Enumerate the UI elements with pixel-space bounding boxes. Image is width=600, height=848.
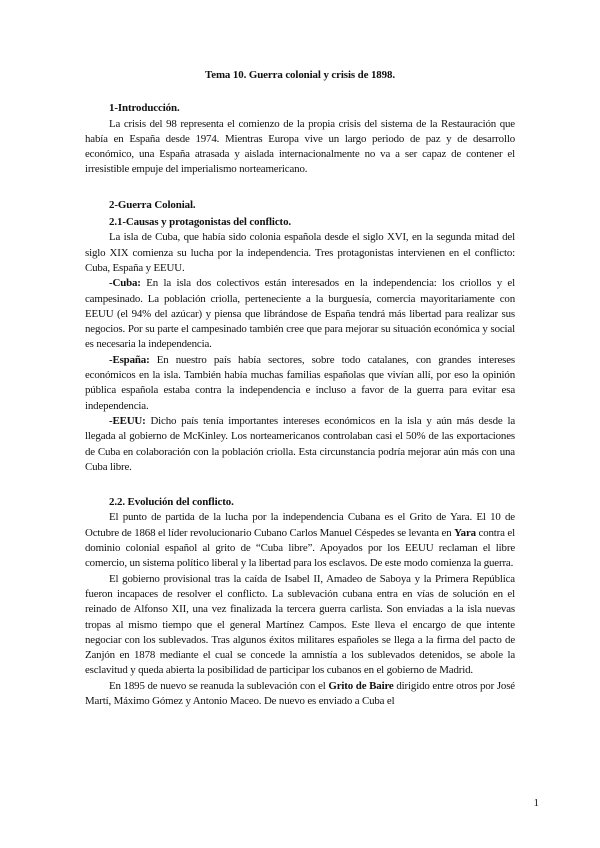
text-eeuu: Dicho país tenía importantes intereses económicos en la isla y aún más desde la llegada al gobierno de McKinley. Los norteamericanos controlaban casi el 50% de las exportaciones de Cuba en colaboración con la población criolla. Esta circunstancia podría mejorar aún más con una Cuba libre. [85, 414, 515, 473]
label-cuba: -Cuba: [109, 277, 141, 290]
paragraph-cuba [85, 276, 515, 352]
label-espana: -España: [109, 353, 150, 366]
page-content [85, 68, 515, 709]
text-baire-end: dirigido entre otros por José Martí, Máximo Gómez y Antonio Maceo. De nuevo es enviado a Cuba el [85, 679, 515, 707]
text-baire-start: En 1895 de nuevo se reanuda la sublevación con el [109, 679, 329, 692]
text-espana: En nuestro país había sectores, sobre todo catalanes, con grandes intereses económicos en la isla. También había muchas familias españolas que vivían allí, por eso la opinión pública española estaba contra la independencia e incluso a favor de la guerra para evitar esa independencia. [85, 353, 515, 412]
heading-evolucion-conflicto: 2.2. Evolución del conflicto. [109, 496, 234, 509]
heading-guerra-colonial: 2-Guerra Colonial. [109, 198, 196, 211]
text-yara-bold: Yara [454, 526, 476, 539]
text-yara-start: El punto de partida de la lucha por la independencia Cubana es el Grito de Yara. El 10 de Octubre de 1868 el líder revolucionario Cubano Carlos Manuel Céspedes se levanta en [85, 511, 515, 539]
text-baire-bold: Grito de Baire [328, 679, 394, 692]
text-cuba: En la isla dos colectivos están interesados en la independencia: los criollos y el campesinado. La población criolla, perteneciente a la burguesía, comercia mayoritariamente con EEUU (el 94% del azúcar) y piensa que librándose de España tendrá más libertad para realizar sus negocios. Por su parte el campesinado también cree que para mejorar su situación económica y social es necesaria la independencia. [85, 277, 515, 351]
paragraph-gobierno-provisional: El gobierno provisional tras la caída de Isabel II, Amadeo de Saboya y la Primera República fueron incapaces de resolver el conflicto. La sublevación cubana entra en vías de solución en el reinado de Alfonso XII, una vez finalizada la tercera guerra carlista. Son enviadas a la isla nuevas tropas al mismo tiempo que el general Martínez Campos. Este lleva el encargo de que intente negociar con los sublevados. Tras algunos éxitos militares españoles se llega a la firma del pacto de Zanjón en 1878 mediante el cual se concede la amnistía a los sublevados detenidos, se abole la esclavitud y queda abierta la posibilidad de participar los cubanos en el gobierno de Madrid. [85, 572, 515, 677]
paragraph-grito-de-baire [85, 679, 515, 710]
heading-causas-protagonistas: 2.1-Causas y protagonistas del conflicto. [109, 216, 292, 229]
label-eeuu: -EEUU: [109, 414, 146, 427]
paragraph-introduccion: La crisis del 98 representa el comienzo de la propia crisis del sistema de la Restauración que había en España desde 1974. Mientras Europa vive un largo periodo de paz y de desarrollo económico, una España atrasada y aislada internacionalmente no va a ser capaz de contener el irresistible empuje del imperialismo norteamericano. [85, 117, 515, 176]
paragraph-grito-de-yara [85, 510, 515, 571]
heading-introduccion: 1-Introducción. [109, 102, 180, 115]
paragraph-isla-de-cuba: La isla de Cuba, que había sido colonia española desde el siglo XVI, en la segunda mitad del siglo XIX comienza su lucha por la independencia. Tres protagonistas intervienen en el conflicto: Cuba, España y EEUU. [85, 231, 515, 274]
paragraph-eeuu [85, 414, 515, 475]
page-number: 1 [533, 797, 539, 809]
document-title: Tema 10. Guerra colonial y crisis de 1898. [205, 69, 395, 81]
paragraph-espana [85, 353, 515, 414]
text-yara-end: contra el dominio colonial español al grito de “Cuba libre”. Apoyados por los EEUU reclaman el libre comercio, un sistema político liberal y la libertad para los esclavos. De este modo comienza la guerra. [85, 526, 515, 570]
